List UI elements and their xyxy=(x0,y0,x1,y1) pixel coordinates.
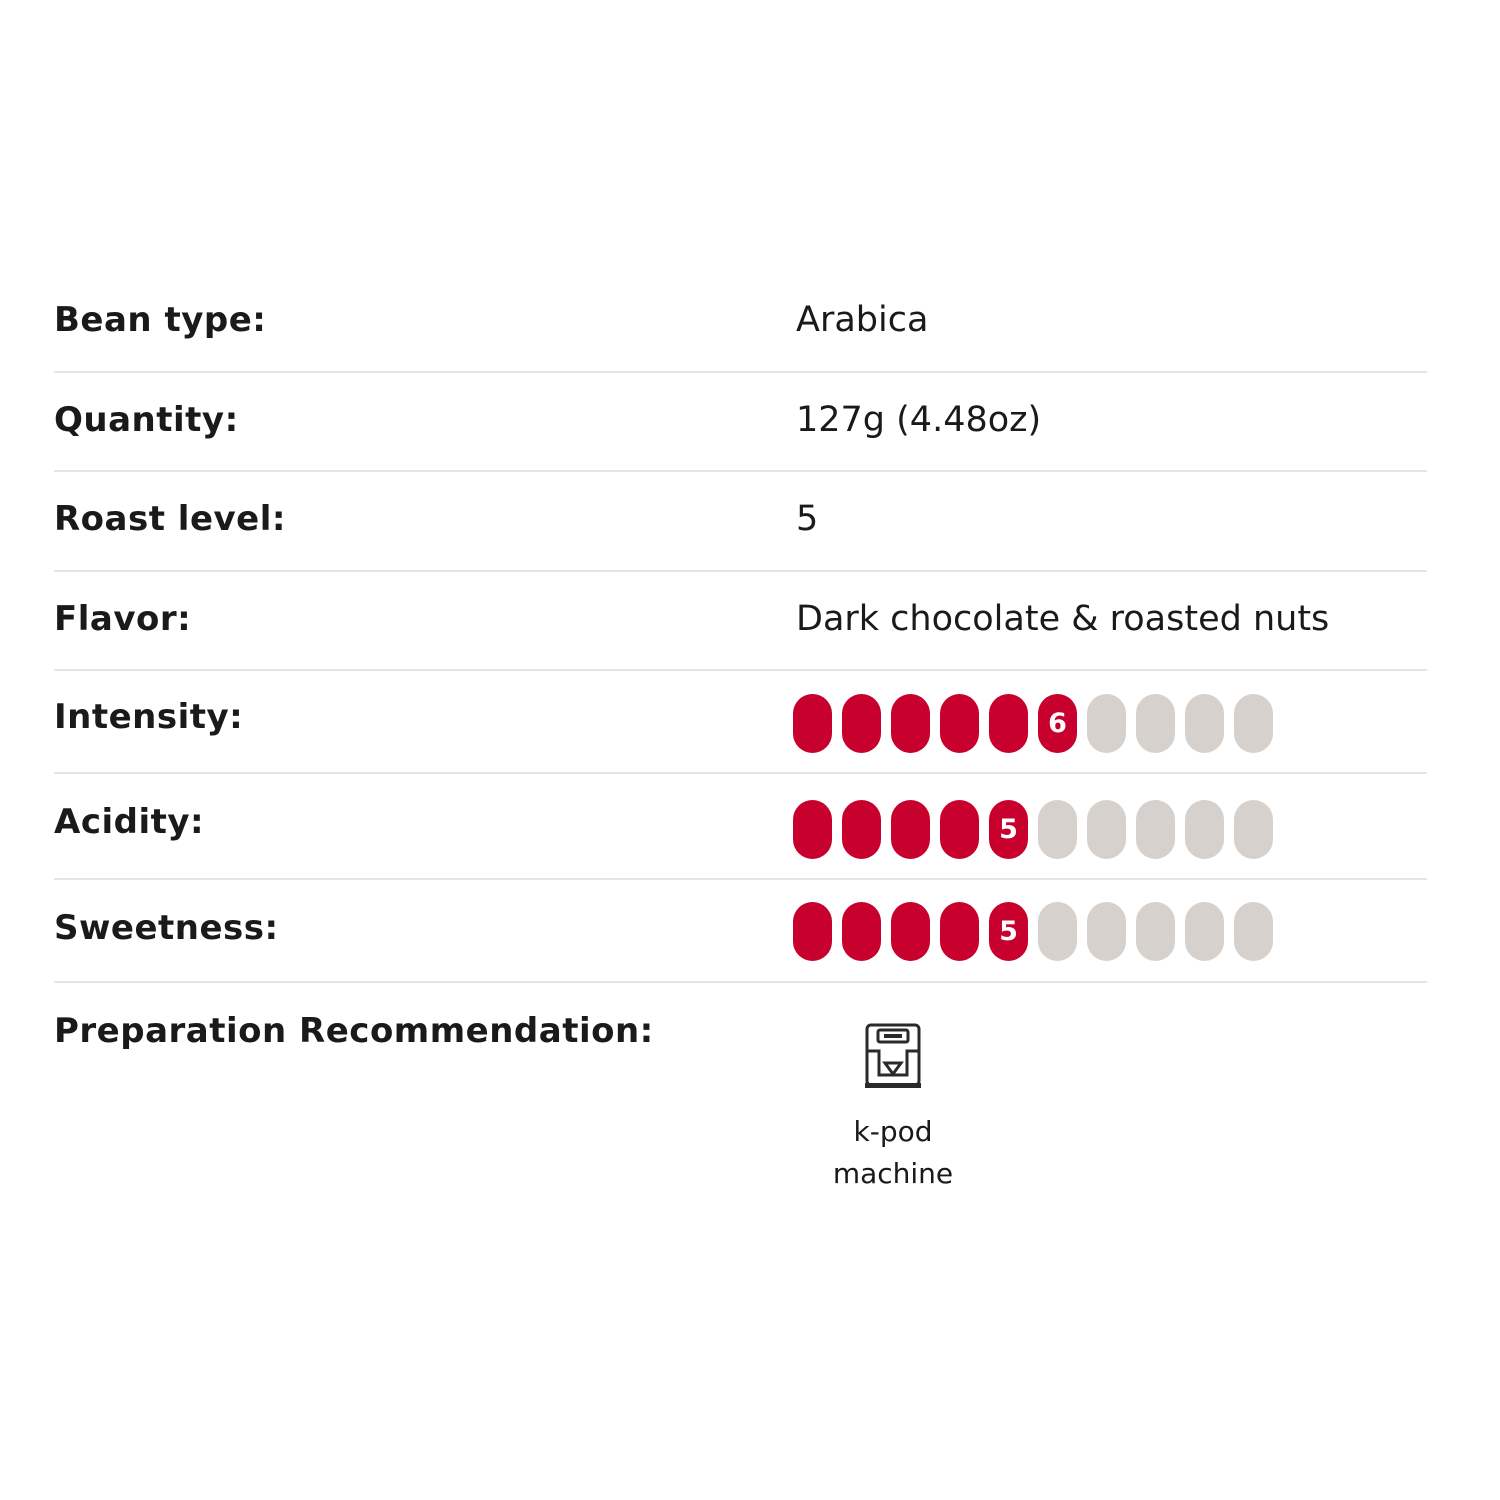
intensity-dot-5 xyxy=(989,694,1028,753)
sweetness-dot-6 xyxy=(1038,902,1077,961)
intensity-dot-7 xyxy=(1087,694,1126,753)
intensity-dot-9 xyxy=(1185,694,1224,753)
kpod-machine-icon xyxy=(863,1023,923,1089)
sweetness-dot-5: 5 xyxy=(989,902,1028,961)
acidity-dot-3 xyxy=(891,800,930,859)
spec-row-quantity xyxy=(54,373,1427,472)
roast-level-value: 5 xyxy=(796,499,819,539)
sweetness-dot-3 xyxy=(891,902,930,961)
spec-row-flavor xyxy=(54,572,1427,671)
acidity-dot-5: 5 xyxy=(989,800,1028,859)
acidity-dot-6 xyxy=(1038,800,1077,859)
intensity-dot-2 xyxy=(842,694,881,753)
spec-row-bean-type xyxy=(54,272,1427,373)
flavor-value: Dark chocolate & roasted nuts xyxy=(796,599,1330,639)
acidity-dot-10 xyxy=(1234,800,1273,859)
spec-row-roast-level xyxy=(54,472,1427,572)
bean-type-value: Arabica xyxy=(796,300,929,340)
intensity-label: Intensity: xyxy=(54,697,244,737)
acidity-dot-8 xyxy=(1136,800,1175,859)
acidity-dot-4 xyxy=(940,800,979,859)
spec-row-sweetness xyxy=(54,880,1427,983)
bean-type-label: Bean type: xyxy=(54,300,267,340)
intensity-dot-8 xyxy=(1136,694,1175,753)
acidity-label: Acidity: xyxy=(54,802,205,842)
coffee-spec-table xyxy=(54,272,1427,1223)
flavor-label: Flavor: xyxy=(54,599,192,639)
spec-row-intensity xyxy=(54,671,1427,774)
spec-row-acidity xyxy=(54,774,1427,880)
sweetness-dot-10 xyxy=(1234,902,1273,961)
sweetness-dot-8 xyxy=(1136,902,1175,961)
intensity-dot-4 xyxy=(940,694,979,753)
acidity-dot-2 xyxy=(842,800,881,859)
quantity-value: 127g (4.48oz) xyxy=(796,400,1042,440)
roast-level-label: Roast level: xyxy=(54,499,286,539)
preparation-method-tile xyxy=(796,1003,990,1195)
intensity-dot-10 xyxy=(1234,694,1273,753)
intensity-dot-1 xyxy=(793,694,832,753)
intensity-dot-6: 6 xyxy=(1038,694,1077,753)
acidity-dot-1 xyxy=(793,800,832,859)
sweetness-dot-7 xyxy=(1087,902,1126,961)
sweetness-dot-4 xyxy=(940,902,979,961)
quantity-label: Quantity: xyxy=(54,400,239,440)
sweetness-dot-1 xyxy=(793,902,832,961)
acidity-dot-7 xyxy=(1087,800,1126,859)
spec-row-preparation xyxy=(54,983,1427,1223)
preparation-label: Preparation Recommendation: xyxy=(54,1011,654,1051)
sweetness-label: Sweetness: xyxy=(54,908,279,948)
preparation-method-text: k-pod machine xyxy=(832,1115,954,1190)
sweetness-dot-2 xyxy=(842,902,881,961)
sweetness-dot-9 xyxy=(1185,902,1224,961)
intensity-dot-3 xyxy=(891,694,930,753)
acidity-dot-9 xyxy=(1185,800,1224,859)
